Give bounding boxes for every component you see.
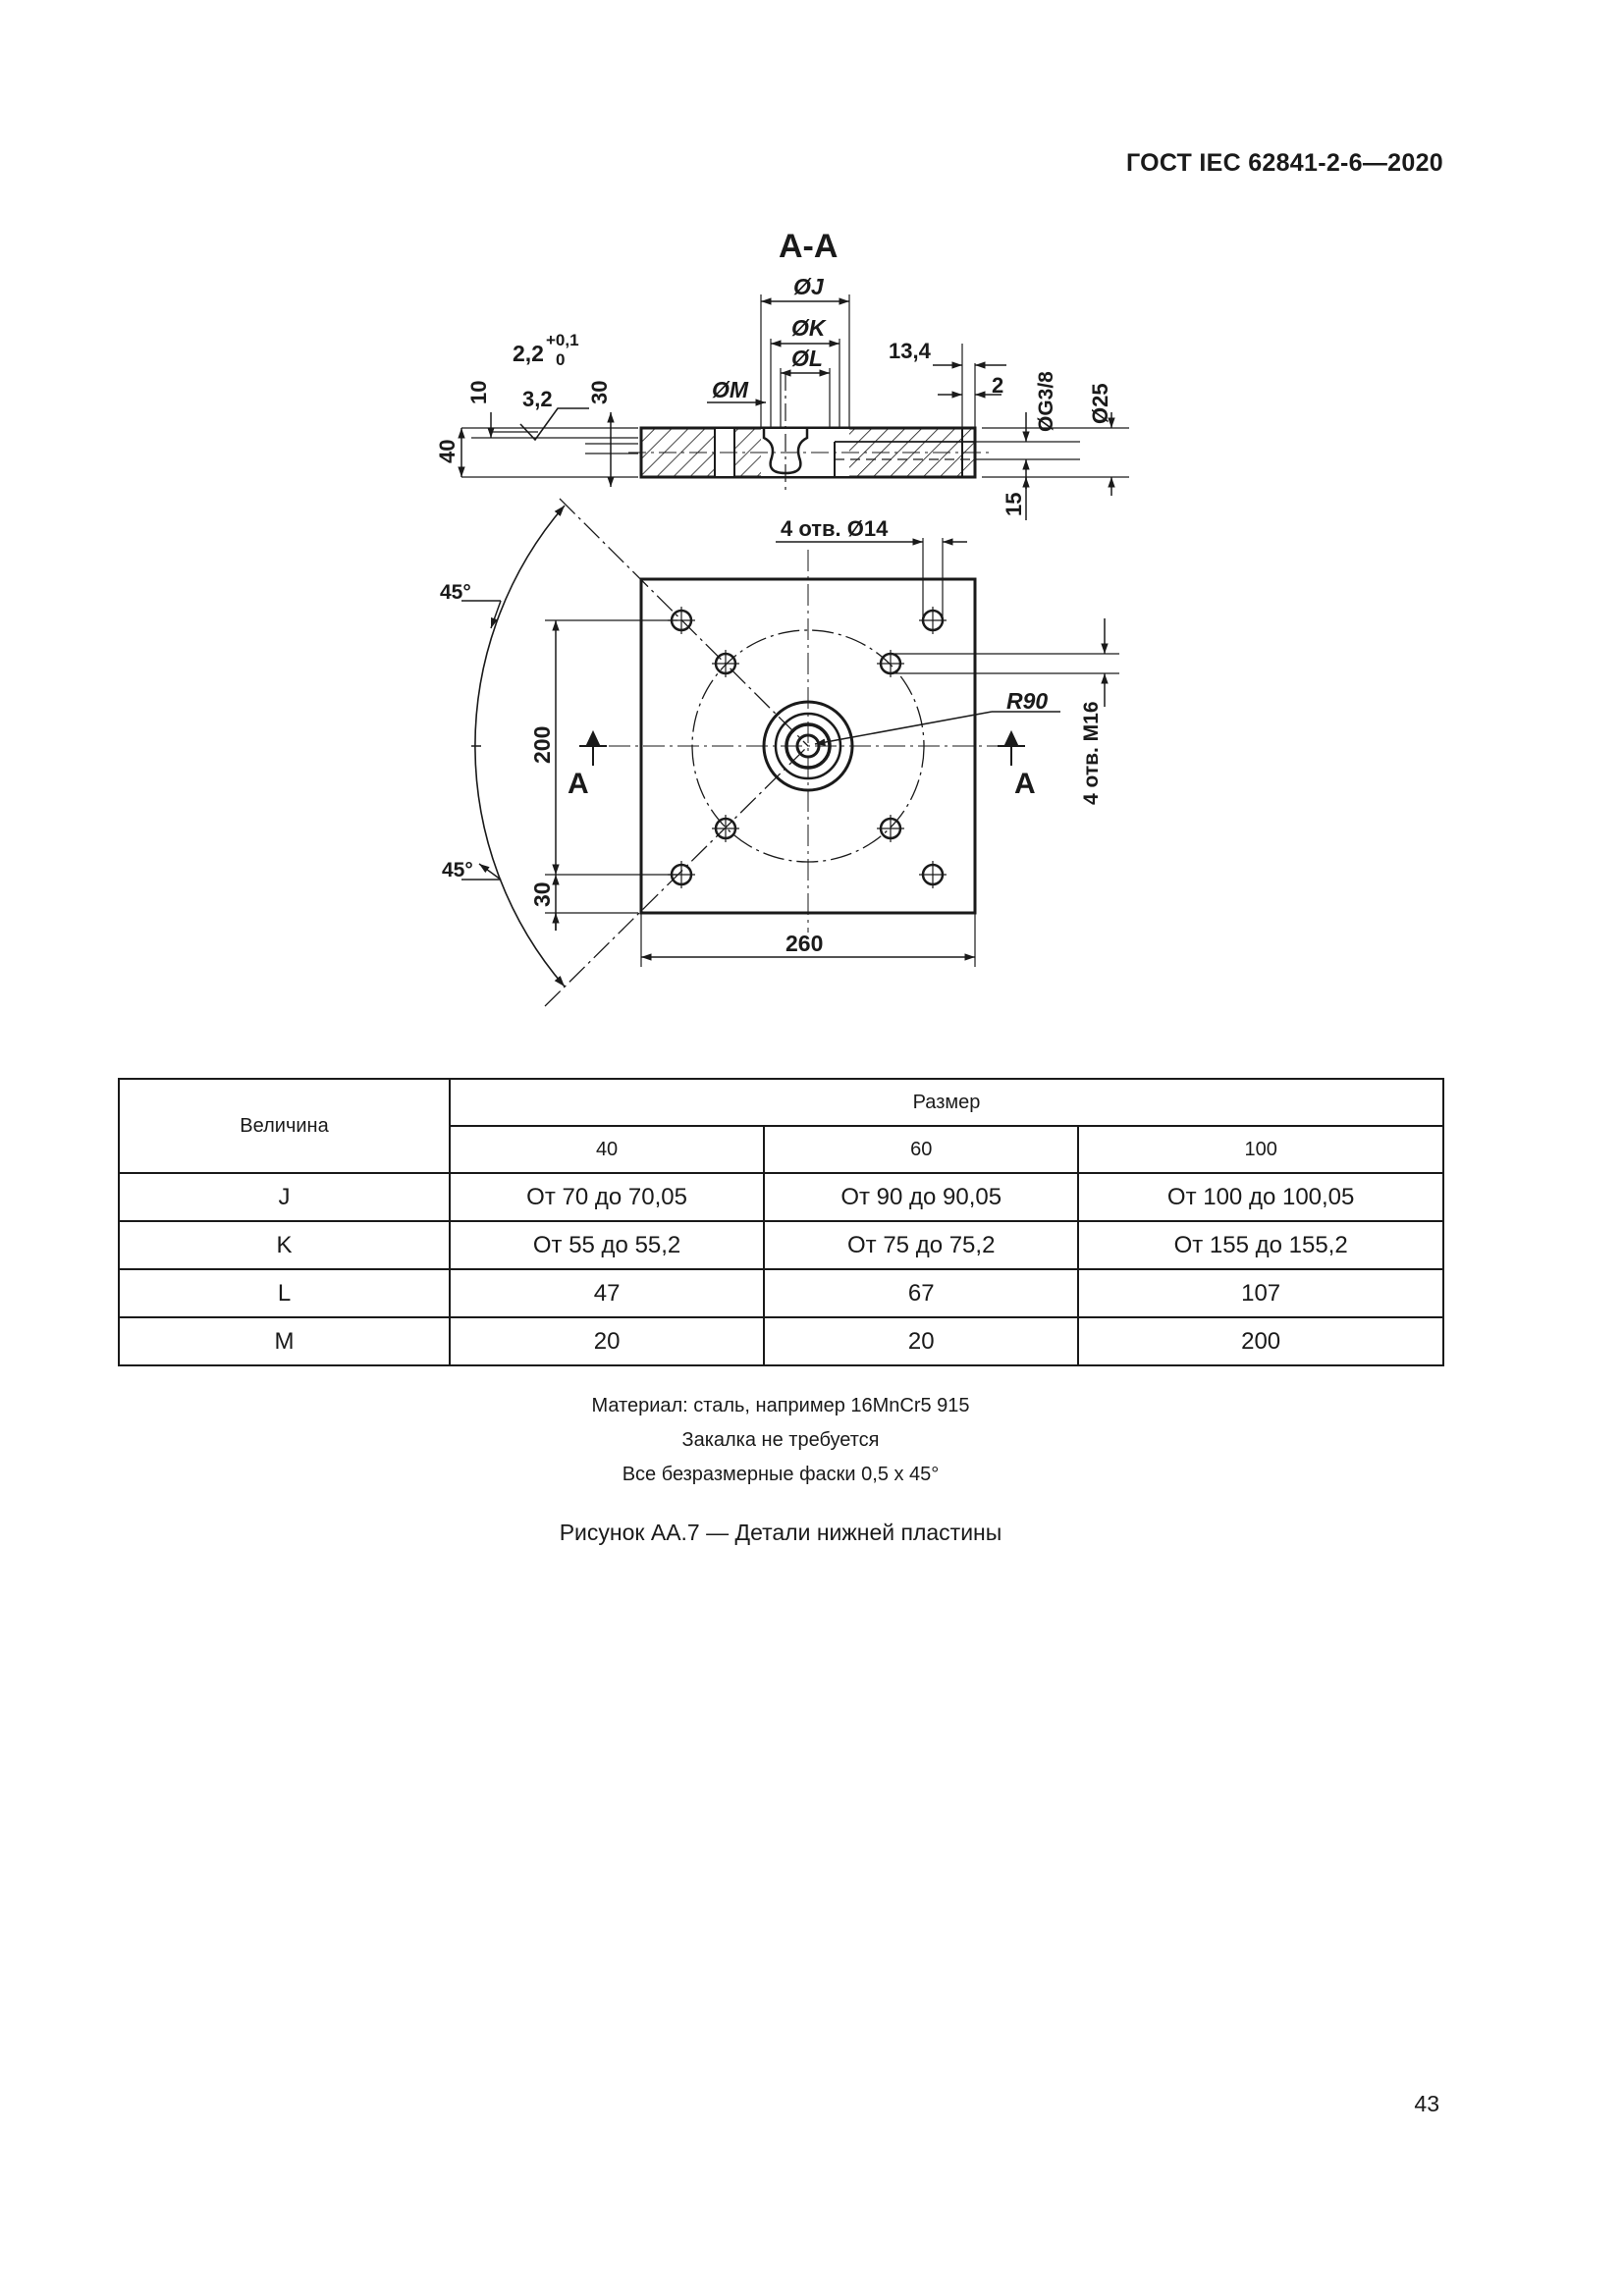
notes <box>0 1389 1561 1492</box>
cell: 20 <box>764 1317 1078 1365</box>
label-dm: ØM <box>712 377 749 402</box>
cell: 107 <box>1078 1269 1443 1317</box>
label-dk: ØK <box>791 315 826 341</box>
label-dj: ØJ <box>793 274 824 299</box>
label-roughness: 3,2 <box>522 387 553 411</box>
table-row <box>119 1269 1443 1317</box>
cell: От 75 до 75,2 <box>764 1221 1078 1269</box>
label-30-side: 30 <box>587 380 612 404</box>
cell: От 70 до 70,05 <box>450 1173 764 1221</box>
note-material: Материал: сталь, например 16MnCr5 915 <box>591 1395 970 1416</box>
note-hardening: Закалка не требуется <box>681 1429 880 1451</box>
label-40: 40 <box>435 439 460 463</box>
cell: 47 <box>450 1269 764 1317</box>
cell: От 90 до 90,05 <box>764 1173 1078 1221</box>
header-size-40: 40 <box>450 1126 764 1173</box>
header-size-60: 60 <box>764 1126 1078 1173</box>
label-section-left: A <box>568 768 589 800</box>
label-260: 260 <box>785 931 824 956</box>
row-name: M <box>119 1317 450 1365</box>
cell: 67 <box>764 1269 1078 1317</box>
document-id: ГОСТ IEC 62841-2-6—2020 <box>1125 149 1443 177</box>
label-2: 2 <box>992 373 1004 398</box>
label-g3-8: ØG3/8 <box>1035 371 1057 432</box>
label-angle-top: 45° <box>440 581 471 604</box>
label-13-4: 13,4 <box>889 339 931 363</box>
header-size: Размер <box>450 1079 1443 1126</box>
label-holes-m16: 4 отв. M16 <box>1080 701 1103 805</box>
label-section-right: A <box>1014 768 1036 800</box>
figure-caption: Рисунок АА.7 — Детали нижней пластины <box>559 1520 1002 1545</box>
label-200: 200 <box>529 725 555 764</box>
cell: От 155 до 155,2 <box>1078 1221 1443 1269</box>
label-tol-lower: 0 <box>556 350 566 369</box>
label-r90: R90 <box>1006 688 1049 714</box>
table-row <box>119 1221 1443 1269</box>
row-name: L <box>119 1269 450 1317</box>
note-chamfers: Все безразмерные фаски 0,5 x 45° <box>622 1464 940 1485</box>
table-row <box>119 1317 1443 1365</box>
header-quantity: Величина <box>119 1079 450 1173</box>
technical-drawing <box>0 0 1624 1060</box>
cell: 20 <box>450 1317 764 1365</box>
cell: 200 <box>1078 1317 1443 1365</box>
label-angle-bottom: 45° <box>442 859 473 881</box>
label-10: 10 <box>466 380 491 404</box>
label-2-2: 2,2 <box>513 341 544 366</box>
section-title: A-A <box>779 228 839 265</box>
row-name: J <box>119 1173 450 1221</box>
table-row <box>119 1173 1443 1221</box>
label-tol-upper: +0,1 <box>546 331 579 349</box>
cell: От 100 до 100,05 <box>1078 1173 1443 1221</box>
label-dl: ØL <box>791 346 823 371</box>
label-30: 30 <box>529 881 555 907</box>
label-holes-14: 4 отв. Ø14 <box>781 516 889 541</box>
label-d25: Ø25 <box>1088 383 1112 424</box>
cell: От 55 до 55,2 <box>450 1221 764 1269</box>
size-table <box>118 1078 1444 1366</box>
header-size-100: 100 <box>1078 1126 1443 1173</box>
label-15: 15 <box>1001 492 1026 516</box>
page-number: 43 <box>1414 2091 1439 2116</box>
row-name: K <box>119 1221 450 1269</box>
